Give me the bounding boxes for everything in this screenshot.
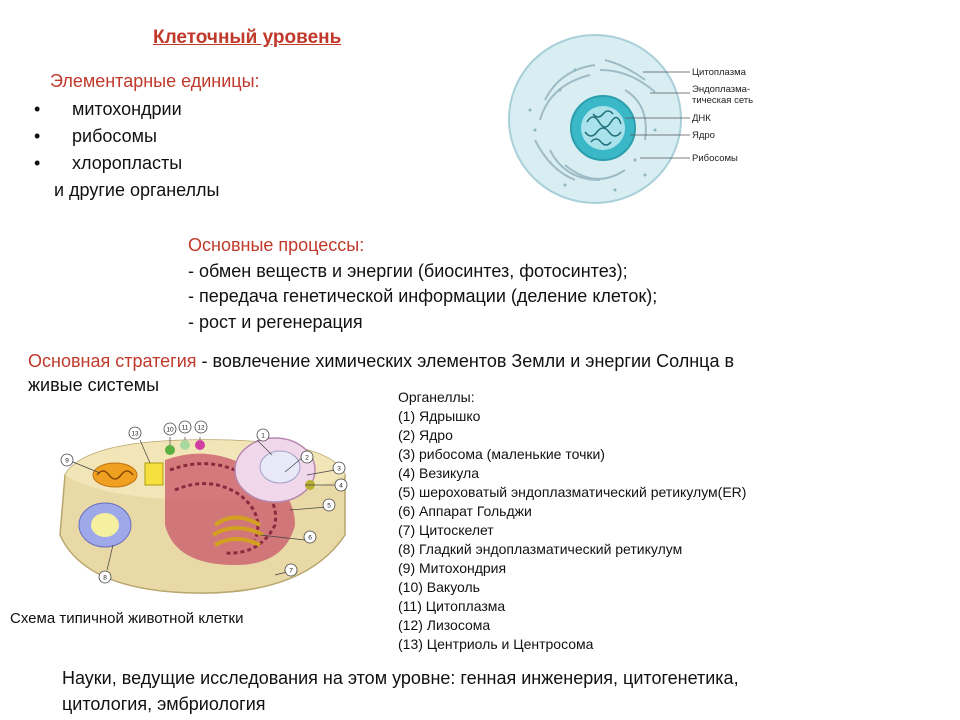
organelle-item: (7) Цитоскелет [398, 522, 494, 538]
organelle-item: (2) Ядро [398, 427, 453, 443]
elementary-heading: Элементарные единицы: [50, 71, 260, 91]
list-item [34, 126, 157, 147]
organelle-item: (9) Митохондрия [398, 560, 507, 576]
callout-number: 7 [289, 567, 293, 575]
animal-cell-diagram [45, 415, 365, 605]
callout-number: 11 [181, 424, 189, 432]
process-item: - обмен веществ и энергии (биосинтез, фотосинтез); [188, 261, 628, 281]
organelle-item: (11) Цитоплазма [398, 598, 506, 614]
label-cytoplasm: Цитоплазма [692, 67, 746, 78]
strategy-line2: живые системы [28, 375, 160, 395]
callout-number: 13 [131, 430, 139, 438]
organelle-item: (13) Центриоль и Центросома [398, 636, 594, 652]
strategy-text: - вовлечение химических элементов Земли и энергии Солнца в [196, 351, 735, 371]
callout-number: 1 [261, 432, 265, 440]
strategy-line1 [28, 351, 734, 372]
strategy-label: Основная стратегия [28, 351, 197, 371]
organelles-heading: Органеллы: [398, 389, 475, 405]
page-title: Клеточный уровень [153, 27, 342, 48]
callout-number: 4 [339, 482, 343, 490]
callout-number: 3 [337, 465, 341, 473]
elementary-item: митохондрии [72, 99, 182, 119]
organelle-item: (10) Вакуоль [398, 579, 480, 595]
list-item [34, 153, 182, 174]
organelle-item: (1) Ядрышко [398, 408, 481, 424]
process-item: - передача генетической информации (деление клеток); [188, 286, 658, 306]
cell-diagram [505, 30, 775, 210]
processes-heading: Основные процессы: [188, 235, 365, 255]
callout-number: 6 [308, 534, 312, 542]
elementary-item: хлоропласты [72, 153, 183, 173]
organelle-item: (4) Везикула [398, 465, 479, 481]
organelle-item: (5) шероховатый эндоплазматический ретикулум(ER) [398, 484, 747, 500]
label-er-2: тическая сеть [692, 95, 754, 106]
callout-number: 8 [103, 574, 107, 582]
callout-number: 2 [305, 454, 309, 462]
organelle-item: (6) Аппарат Гольджи [398, 503, 532, 519]
list-item [34, 99, 182, 120]
animal-cell-caption: Схема типичной животной клетки [10, 610, 244, 627]
bullet: • [34, 153, 41, 173]
callout-number: 9 [65, 457, 69, 465]
callout-number: 12 [197, 424, 205, 432]
label-dna: ДНК [692, 113, 711, 124]
callout-number: 5 [327, 502, 331, 510]
organelle-item: (3) рибосома (маленькие точки) [398, 446, 605, 462]
label-ribosomes: Рибосомы [692, 153, 738, 164]
callout-number: 10 [166, 426, 174, 434]
organelle-item: (8) Гладкий эндоплазматический ретикулум [398, 541, 683, 557]
bullet: • [34, 99, 41, 119]
elementary-other: и другие органеллы [54, 180, 220, 200]
organelle-item: (12) Лизосома [398, 617, 491, 633]
process-item: - рост и регенерация [188, 312, 363, 332]
sciences-line2: цитология, эмбриология [62, 694, 266, 714]
elementary-item: рибосомы [72, 126, 157, 146]
bullet: • [34, 126, 41, 146]
sciences-line1: Науки, ведущие исследования на этом уровне: генная инженерия, цитогенетика, [62, 668, 739, 688]
label-er-1: Эндоплазма- [692, 84, 751, 95]
label-nucleus: Ядро [692, 130, 715, 141]
